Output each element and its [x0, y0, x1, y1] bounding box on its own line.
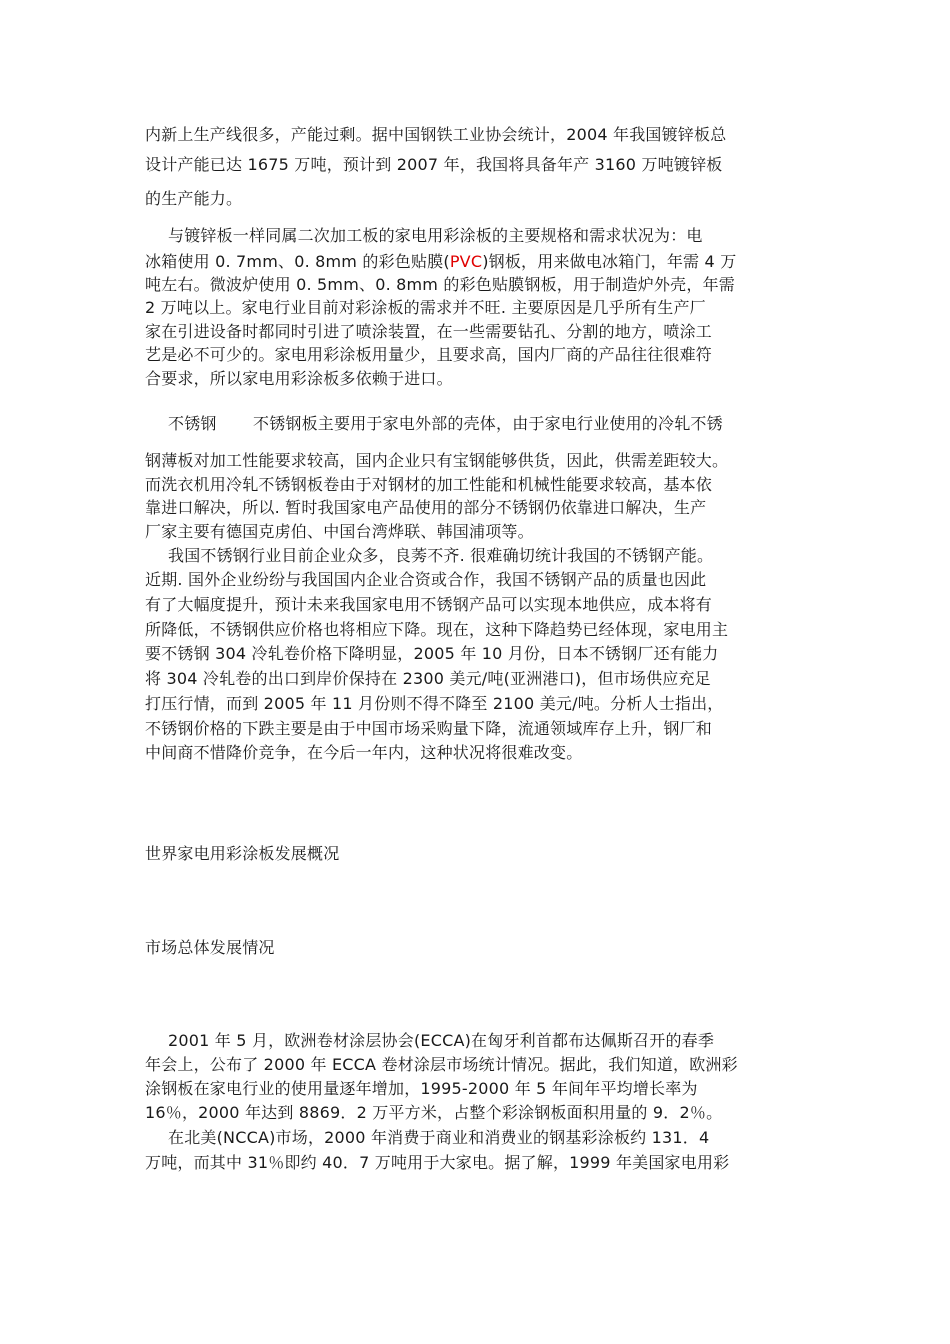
p4-line-6: 将 304 冷轧卷的出口到岸价保持在 2300 美元/吨(亚洲港口)，但市场供应充足	[145, 669, 711, 688]
p6-line-1: 在北美(NCCA)市场，2000 年消费于商业和消费业的钢基彩涂板约 131．4	[168, 1128, 710, 1147]
p3-line-3: 而洗衣机用冷轧不锈钢板卷由于对钢材的加工性能和机械性能要求较高，基本依	[145, 475, 713, 494]
p4-line-5: 要不锈钢 304 冷轧卷价格下降明显，2005 年 10 月份，日本不锈钢厂还有能力	[145, 644, 719, 663]
p4-line-1: 我国不锈钢行业目前企业众多，良莠不齐. 很难确切统计我国的不锈钢产能。	[168, 546, 714, 565]
p1-line-3: 的生产能力。	[145, 189, 243, 208]
p3-line-2: 钢薄板对加工性能要求较高，国内企业只有宝钢能够供货，因此，供需差距较大。	[145, 451, 729, 470]
pvc-highlight: PVC	[449, 252, 483, 271]
p2-line-5: 家在引进设备时都同时引进了喷涂装置，在一些需要钻孔、分割的地方，喷涂工	[145, 322, 713, 341]
p4-line-7: 打压行情，而到 2005 年 11 月份则不得不降至 2100 美元/吨。分析人士指出，	[145, 694, 724, 713]
p5-line-4: 16％，2000 年达到 8869．2 万平方米，占整个彩涂钢板面积用量的 9．2％。	[145, 1103, 723, 1122]
p6-line-2: 万吨，而其中 31％即约 40．7 万吨用于大家电。据了解，1999 年美国家电用彩	[145, 1153, 730, 1172]
p2-line-2-before: 冰箱使用 0. 7mm、0. 8mm 的彩色贴膜(	[145, 252, 450, 271]
p2-line-4: 2 万吨以上。家电行业目前对彩涂板的需求并不旺. 主要原因是几乎所有生产厂	[145, 298, 706, 317]
p4-line-4: 所降低，不锈钢供应价格也将相应下降。现在，这种下降趋势已经体现，家电用主	[145, 620, 729, 639]
p5-line-3: 涂钢板在家电行业的使用量逐年增加，1995-2000 年 5 年间年平均增长率为	[145, 1079, 698, 1098]
heading-market-overview: 市场总体发展情况	[145, 938, 275, 957]
p3-line-5: 厂家主要有德国克虏伯、中国台湾烨联、韩国浦项等。	[145, 522, 534, 541]
p5-line-2: 年会上，公布了 2000 年 ECCA 卷材涂层市场统计情况。据此，我们知道，欧洲彩	[145, 1055, 738, 1074]
p2-line-2	[145, 251, 736, 273]
section-heading-stainless: 不锈钢	[168, 414, 217, 433]
p3-line-4: 靠进口解决，所以. 暂时我国家电产品使用的部分不锈钢仍依靠进口解决，生产	[145, 498, 707, 517]
p2-line-2-after: )钢板，用来做电冰箱门，年需 4 万	[482, 252, 737, 271]
p2-line-1: 与镀锌板一样同属二次加工板的家电用彩涂板的主要规格和需求状况为：电	[168, 226, 703, 245]
p1-line-2: 设计产能已达 1675 万吨，预计到 2007 年，我国将具备年产 3160 万吨镀锌板	[145, 155, 723, 174]
p4-line-9: 中间商不惜降价竞争，在今后一年内，这种状况将很难改变。	[145, 743, 583, 762]
p5-line-1: 2001 年 5 月，欧洲卷材涂层协会(ECCA)在匈牙利首都布达佩斯召开的春季	[168, 1031, 715, 1050]
p2-line-7: 合要求，所以家电用彩涂板多依赖于进口。	[145, 369, 453, 388]
heading-world-overview: 世界家电用彩涂板发展概况	[145, 844, 340, 863]
p2-line-3: 吨左右。微波炉使用 0. 5mm、0. 8mm 的彩色贴膜钢板，用于制造炉外壳，年需	[145, 275, 735, 294]
p4-line-2: 近期. 国外企业纷纷与我国国内企业合资或合作，我国不锈钢产品的质量也因此	[145, 570, 707, 589]
p1-line-1: 内新上生产线很多，产能过剩。据中国钢铁工业协会统计，2004 年我国镀锌板总	[145, 125, 727, 144]
p4-line-3: 有了大幅度提升，预计未来我国家电用不锈钢产品可以实现本地供应，成本将有	[145, 595, 713, 614]
p2-line-6: 艺是必不可少的。家电用彩涂板用量少，且要求高，国内厂商的产品往往很难符	[145, 345, 713, 364]
p4-line-8: 不锈钢价格的下跌主要是由于中国市场采购量下降，流通领域库存上升，钢厂和	[145, 719, 713, 738]
p3-line-1: 不锈钢板主要用于家电外部的壳体，由于家电行业使用的冷轧不锈	[253, 414, 723, 433]
